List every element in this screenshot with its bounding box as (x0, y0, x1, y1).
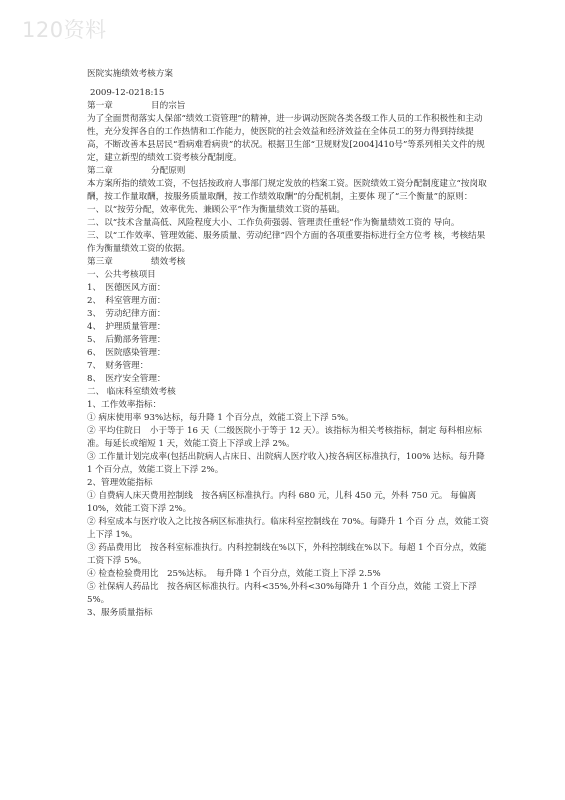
chapter-number: 第一章 (87, 101, 113, 111)
chapter-title: 分配原则 (151, 166, 186, 176)
document-body (87, 68, 489, 620)
chapter-2-heading (87, 165, 489, 178)
list-item: 4、 护理质量管理： (87, 322, 166, 332)
subsection-heading: 3、服务质量指标 (87, 608, 153, 618)
subsection-heading: 1、工作效率指标： (87, 400, 162, 410)
indicator-item: ② 科室成本与医疗收入之比按各病区标准执行。临床科室控制线在 70%。每降升 1 个百 分 点，效能工资上下浮 1%。 (87, 517, 489, 540)
indicator-item: ② 平均住院日 小于等于 16 天（二级医院小于等于 12 天）。该指标为相关考核指标，制定 每科相应标准。每延长或缩短 1 天，效能工资上下浮或上浮 2%。 (87, 426, 482, 449)
list-item: 2、 科室管理方面： (87, 296, 166, 306)
chapter-number: 第二章 (87, 166, 113, 176)
chapter-1-paragraph: 为了全面贯彻落实人保部“绩效工资管理”的精神，进一步调动医院各类各级工作人员的工作积极性和主动性，充分发挥各自的工作热情和工作能力，使医院的社会效益和经济效益在全体员工的努力得到持续提高，不断改善本县居民“看病难看病贵”的状况。根据卫生部“卫规财发[2004]410号”等系列相关文件的规定，建立新型的绩效工资考核分配制度。 (87, 114, 485, 163)
indicator-item: ④ 检查检验费用比 25%达标。 每升降 1 个百分点，效能工资上下浮 2.5% (87, 569, 381, 579)
section-1-heading: 一、公共考核项目 (87, 270, 156, 280)
indicator-item: ③ 药品费用比 按各科室标准执行。内科控制线在%以下，外科控制线在%以下。每超 1 个百分点，效能工资下浮 5%。 (87, 543, 487, 566)
subsection-heading: 2、管理效能指标 (87, 478, 153, 488)
indicator-item: ① 病床使用率 93%达标，每升降 1 个百分点，效能工资上下浮 5%。 (87, 413, 354, 423)
list-item: 8、 医疗安全管理： (87, 374, 166, 384)
list-item: 6、 医院感染管理： (87, 348, 166, 358)
principle-2: 二、以“技术含量高低、风险程度大小、工作负荷强弱、管理责任重轻”作为衡量绩效工资的 导向。 (87, 218, 460, 228)
chapter-2-paragraph: 本方案所指的绩效工资，不包括按政府人事部门规定发放的档案工资。医院绩效工资分配制度建立“按岗取酬，按工作量取酬，按服务质量取酬，按工作绩效取酬”的分配机制，主要体 现了“三个衡量”的原则： (87, 179, 487, 202)
publish-date: 2009-12-0218:15 (90, 88, 165, 98)
indicator-item: ① 自费病人床天费用控制线 按各病区标准执行。内科 680 元，儿科 450 元，外科 750 元。 每偏离 10%，效能工资下浮 2%。 (87, 491, 477, 514)
list-item: 1、 医德医风方面： (87, 283, 166, 293)
document-title: 医院实施绩效考核方案 (87, 69, 173, 79)
chapter-title: 目的宗旨 (151, 101, 186, 111)
principle-3: 三、以“工作效率、管理效能、服务质量、劳动纪律”四个方面的各项重要指标进行全方位考 核，考核结果作为衡量绩效工资的依据。 (87, 231, 486, 254)
list-item: 5、 后勤部务管理： (87, 335, 166, 345)
watermark-logo: 120资料 (22, 18, 107, 42)
chapter-title: 绩效考核 (151, 257, 186, 267)
section-2-heading: 二、 临床科室绩效考核 (87, 387, 176, 397)
chapter-1-heading (87, 100, 489, 113)
list-item: 7、 财务管理： (87, 361, 149, 371)
chapter-3-heading (87, 256, 489, 269)
principle-1: 一、以“按劳分配，效率优先、兼顾公平”作为衡量绩效工资的基础。 (87, 205, 346, 215)
chapter-number: 第三章 (87, 257, 113, 267)
indicator-item: ③ 工作量计划完成率(包括出院病人占床日、出院病人医疗收入)按各病区标准执行，100% 达标。每升降 1 个百分点，效能工资上下浮 2%。 (87, 452, 485, 475)
list-item: 3、 劳动纪律方面： (87, 309, 166, 319)
indicator-item: ⑤ 社保病人药品比 按各病区标准执行。内科<35%,外科<30%每降升 1 个百分点，效能 工资上下浮 5%。 (87, 582, 477, 605)
